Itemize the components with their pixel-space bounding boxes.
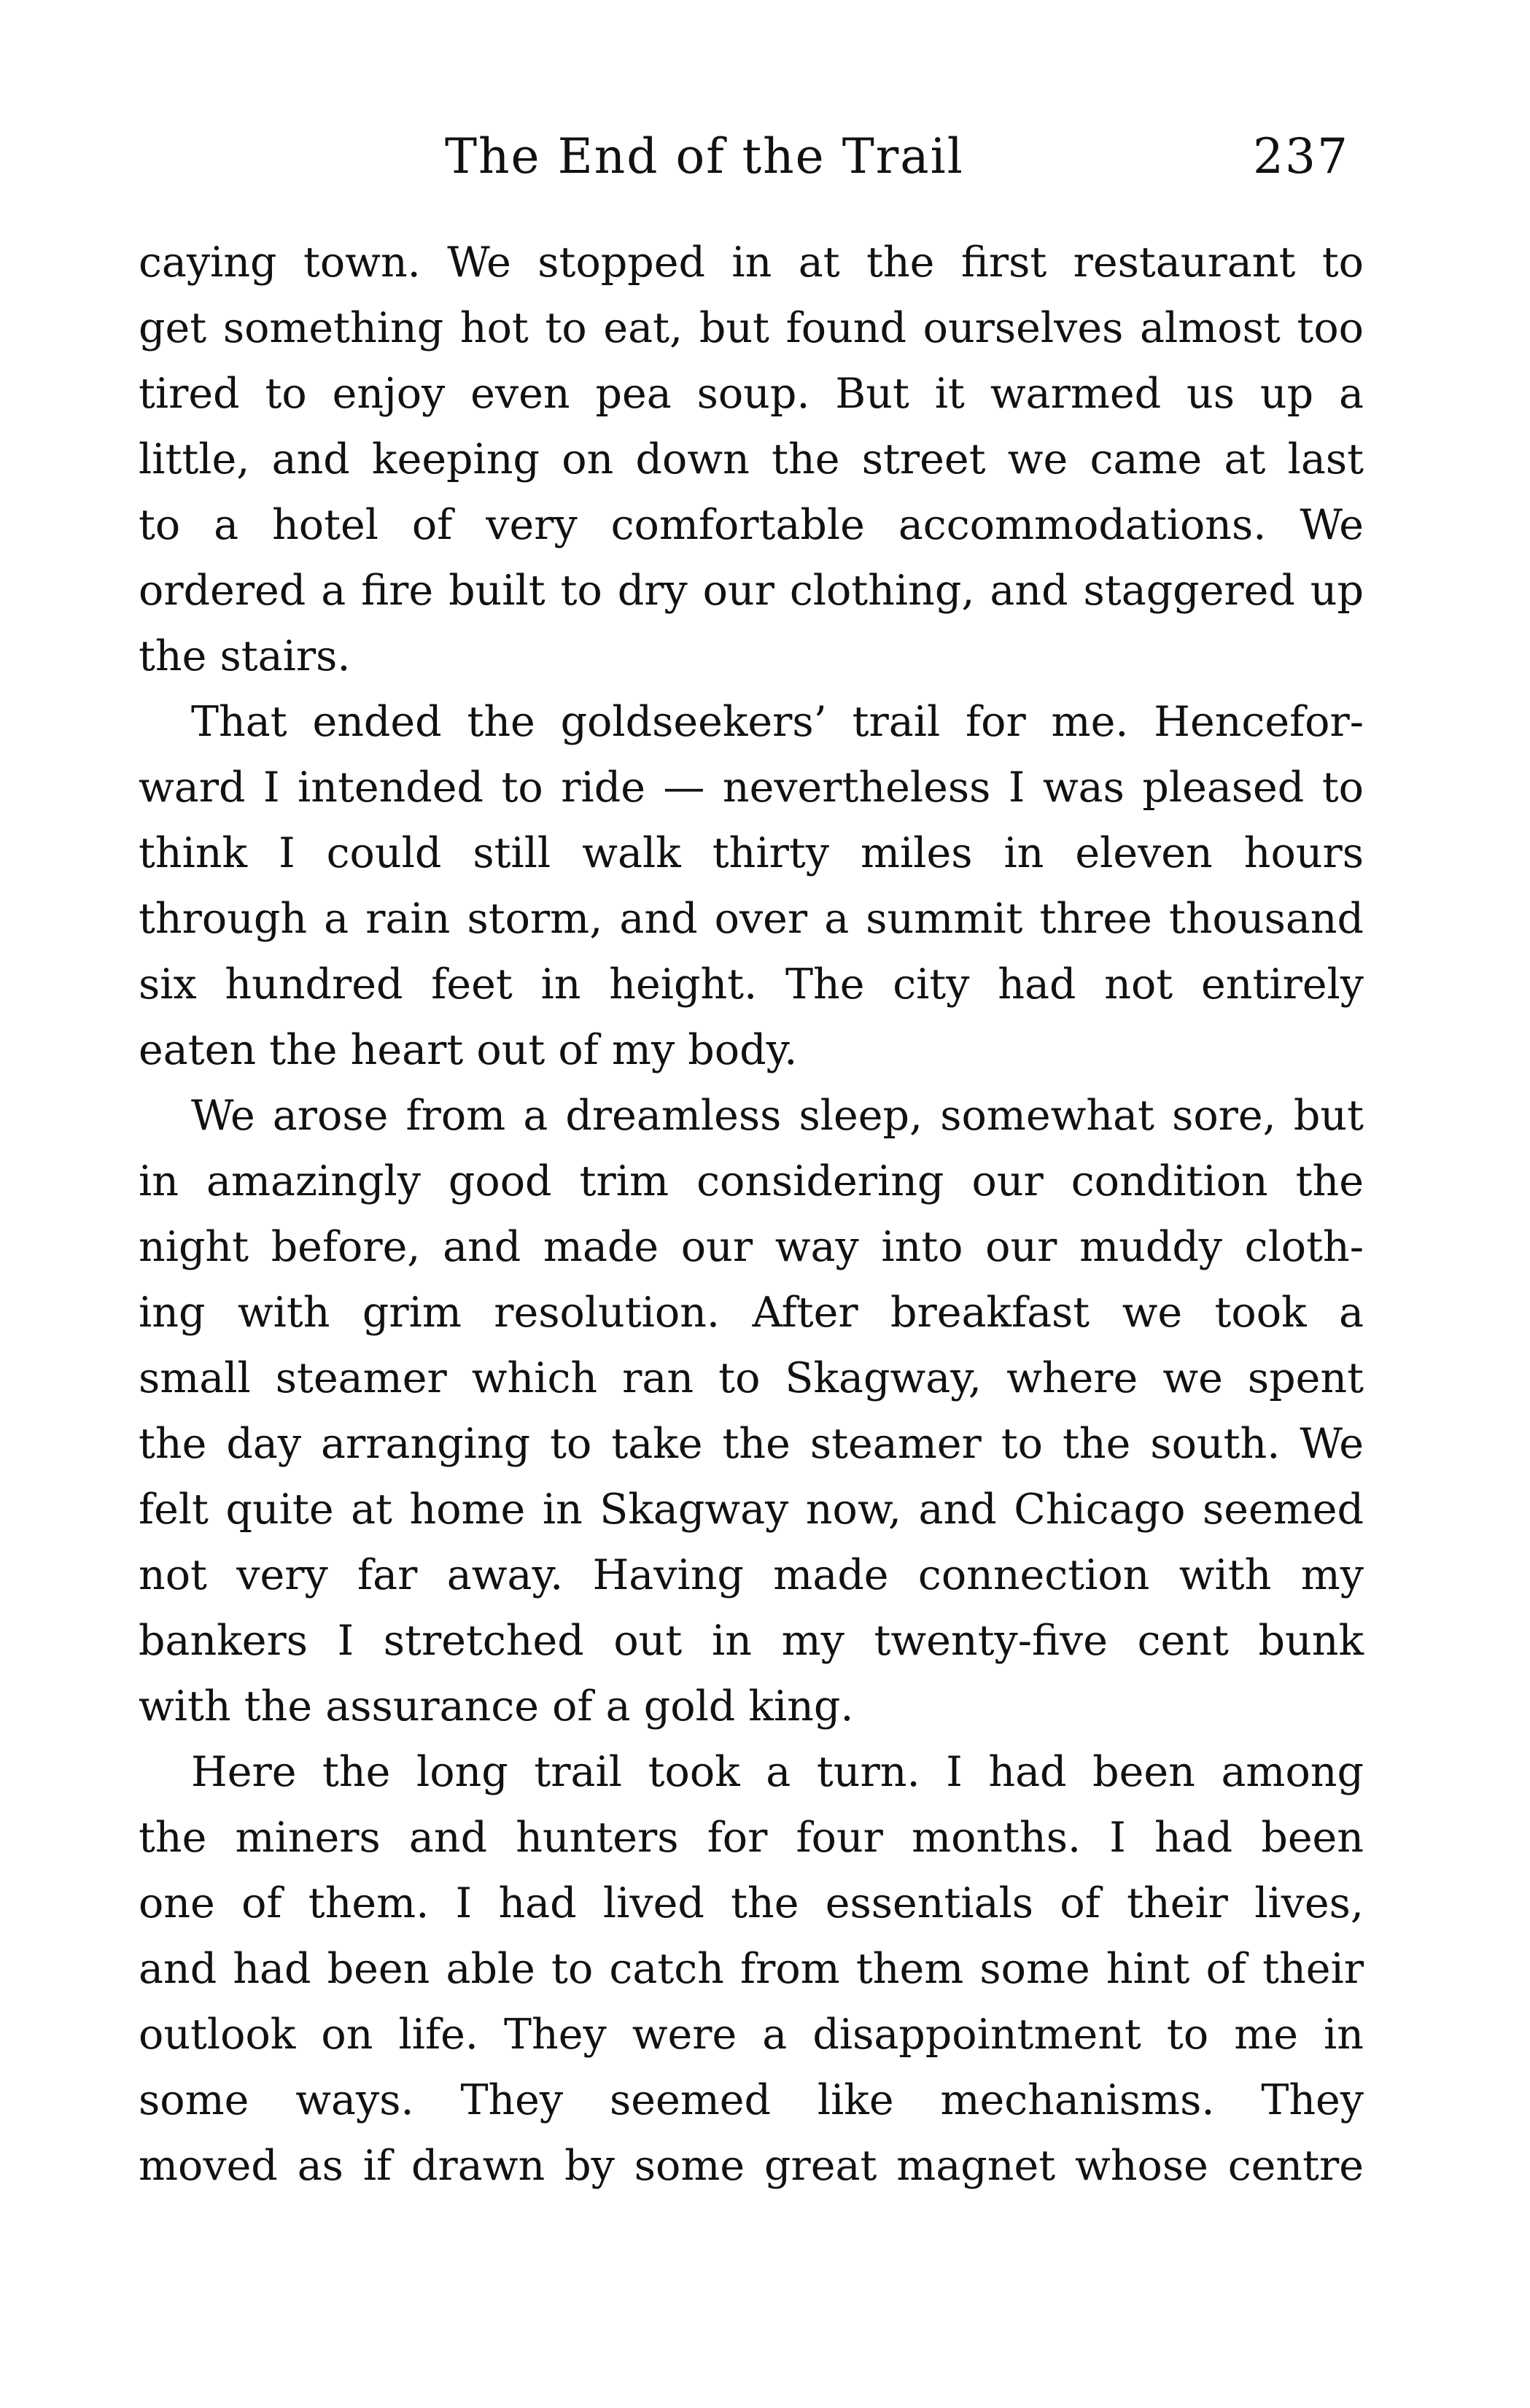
- text-line: ing with grim resolution. After breakfast we took a: [139, 1289, 1364, 1337]
- text-line: felt quite at home in Skagway now, and Chicago seemed: [139, 1485, 1364, 1534]
- text-line: to a hotel of very comfortable accommodations. We: [139, 501, 1364, 549]
- text-line: the miners and hunters for four months. I had been: [139, 1814, 1364, 1862]
- paragraph-3: [139, 1083, 1364, 1739]
- text-line: bankers I stretched out in my twenty-five cent bunk: [139, 1617, 1364, 1665]
- text-line: some ways. They seemed like mechanisms. They: [139, 2076, 1364, 2124]
- text-line: That ended the goldseekers’ trail for me. Hencefor-: [191, 698, 1364, 746]
- paragraph-1: [139, 230, 1364, 689]
- text-line: one of them. I had lived the essentials of their lives,: [139, 1879, 1364, 1927]
- text-line: We arose from a dreamless sleep, somewhat sore, but: [191, 1092, 1364, 1140]
- text-line: the day arranging to take the steamer to the south. We: [139, 1420, 1364, 1468]
- body-text: [139, 230, 1364, 2199]
- text-line: get something hot to eat, but found ourselves almost too: [139, 304, 1364, 352]
- chapter-title: The End of the Trail: [445, 128, 964, 185]
- text-line: ward I intended to ride — nevertheless I was pleased to: [139, 764, 1364, 812]
- text-line: small steamer which ran to Skagway, where we spent: [139, 1354, 1364, 1402]
- text-line: caying town. We stopped in at the first restaurant to: [139, 238, 1364, 287]
- text-line: tired to enjoy even pea soup. But it warmed us up a: [139, 370, 1364, 418]
- text-line: outlook on life. They were a disappointment to me in: [139, 2011, 1364, 2059]
- text-line: eaten the heart out of my body.: [139, 1026, 798, 1074]
- text-line: ordered a fire built to dry our clothing, and staggered up: [139, 567, 1364, 615]
- text-line: think I could still walk thirty miles in eleven hours: [139, 829, 1364, 877]
- text-line: not very far away. Having made connection with my: [139, 1551, 1364, 1599]
- running-head: [139, 117, 1364, 197]
- paragraph-2: [139, 689, 1364, 1083]
- text-line: six hundred feet in height. The city had not entirely: [139, 960, 1364, 1009]
- text-line: through a rain storm, and over a summit three thousand: [139, 895, 1364, 943]
- text-line: Here the long trail took a turn. I had been among: [191, 1748, 1364, 1796]
- text-line: and had been able to catch from them some hint of their: [139, 1945, 1364, 1993]
- paragraph-4: [139, 1739, 1364, 2199]
- page-number: 237: [1253, 128, 1349, 185]
- text-line: moved as if drawn by some great magnet whose centre: [139, 2142, 1364, 2190]
- text-line: the stairs.: [139, 632, 351, 680]
- text-line: with the assurance of a gold king.: [139, 1682, 854, 1731]
- text-line: night before, and made our way into our muddy cloth-: [139, 1223, 1364, 1271]
- text-line: in amazingly good trim considering our condition the: [139, 1157, 1364, 1205]
- text-line: little, and keeping on down the street we came at last: [139, 435, 1364, 483]
